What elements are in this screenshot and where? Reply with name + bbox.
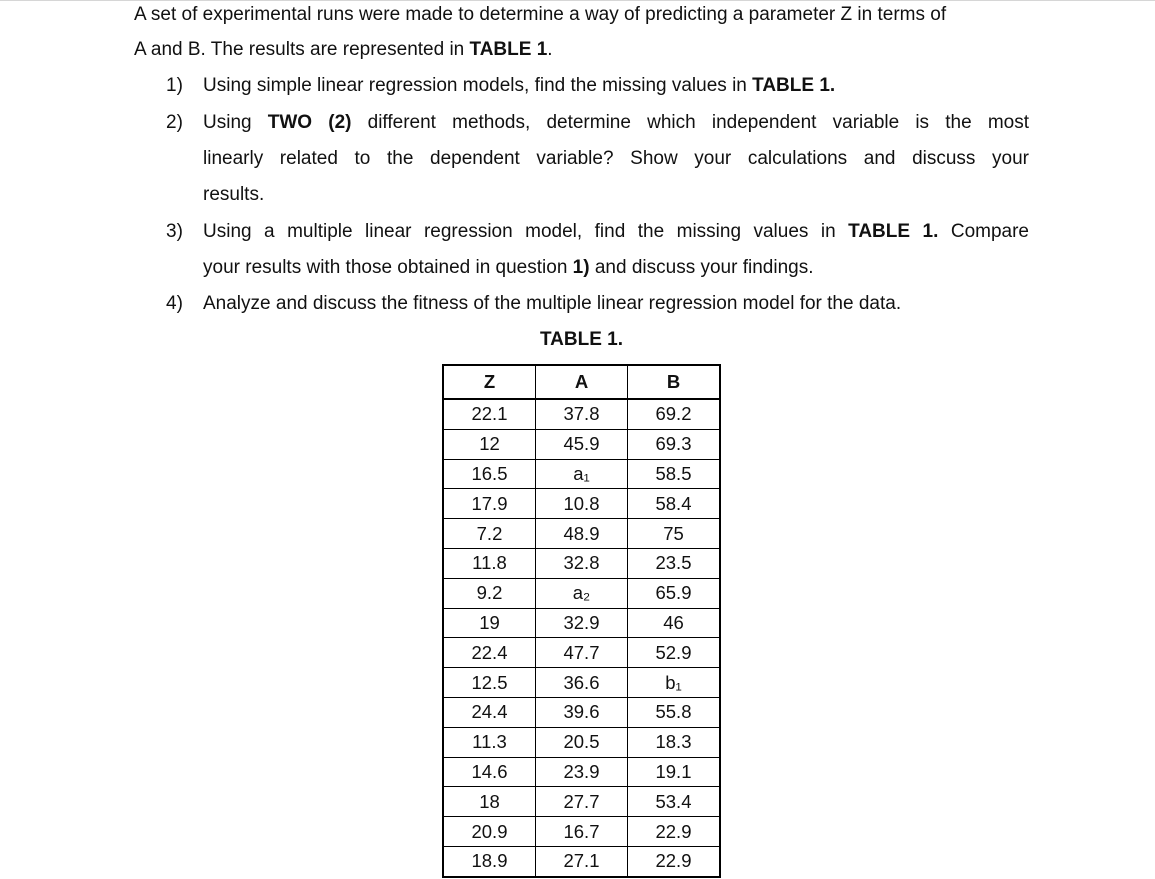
table-cell-a: 32.9 — [536, 608, 628, 638]
question-text: your results with those obtained in question — [203, 257, 573, 278]
table-cell-a: 10.8 — [536, 489, 628, 519]
table-cell-a: 37.8 — [536, 399, 628, 429]
column-header-z: Z — [443, 365, 536, 399]
intro-text-2-suffix: . — [547, 39, 553, 60]
table-row — [443, 399, 720, 429]
question-2-line-2 — [203, 148, 1029, 170]
column-header-a: A — [536, 365, 628, 399]
table-cell-a: 39.6 — [536, 697, 628, 727]
table-cell-a: 20.5 — [536, 727, 628, 757]
table-row — [443, 548, 720, 578]
table-cell-a: 16.7 — [536, 817, 628, 847]
data-table — [442, 364, 721, 878]
table-row — [443, 846, 720, 876]
table-cell-a: 27.1 — [536, 846, 628, 876]
question-2-line-1 — [203, 112, 1029, 134]
question-2-line-3 — [203, 184, 264, 206]
question-text: Using — [203, 112, 268, 133]
table-caption: TABLE 1. — [539, 329, 624, 350]
question-text: Compare — [938, 221, 1029, 242]
table-cell-b: 58.4 — [628, 489, 721, 519]
intro-line-1 — [134, 4, 946, 26]
question-4-line-1 — [203, 293, 901, 315]
table-cell-a: 45.9 — [536, 429, 628, 459]
table-body — [443, 399, 720, 877]
intro-table-ref: TABLE 1 — [469, 39, 548, 60]
table-row — [443, 668, 720, 698]
question-1-number: 1) — [166, 75, 183, 96]
table-cell-a: 36.6 — [536, 668, 628, 698]
table-row — [443, 519, 720, 549]
table-cell-z: 24.4 — [443, 697, 536, 727]
question-3-line-2 — [203, 257, 813, 279]
table-row — [443, 429, 720, 459]
table-cell-z: 14.6 — [443, 757, 536, 787]
table-cell-b: 53.4 — [628, 787, 721, 817]
table-cell-z: 11.8 — [443, 548, 536, 578]
table-cell-b: 75 — [628, 519, 721, 549]
question-text: and discuss your findings. — [589, 257, 814, 278]
table-row — [443, 787, 720, 817]
question-text: results. — [203, 184, 265, 205]
question-bold-text: TABLE 1. — [848, 221, 939, 242]
table-row — [443, 817, 720, 847]
question-text: Analyze and discuss the fitness of the multiple linear regression model for the data. — [203, 293, 902, 314]
table-cell-z: 19 — [443, 608, 536, 638]
question-text: different methods, determine which independent variable is the most — [351, 112, 1029, 133]
table-row — [443, 727, 720, 757]
table-cell-a: 48.9 — [536, 519, 628, 549]
table-cell-z: 7.2 — [443, 519, 536, 549]
table-cell-z: 22.4 — [443, 638, 536, 668]
table-cell-b: 18.3 — [628, 727, 721, 757]
page-top-border — [0, 0, 1155, 1]
question-3-number: 3) — [166, 221, 183, 242]
table-cell-z: 9.2 — [443, 578, 536, 608]
table-cell-b: 23.5 — [628, 548, 721, 578]
table-cell-a: 27.7 — [536, 787, 628, 817]
table-cell-b: 65.9 — [628, 578, 721, 608]
table-cell-b: 46 — [628, 608, 721, 638]
question-text: Using simple linear regression models, find the missing values in — [203, 75, 753, 96]
intro-text-1: A set of experimental runs were made to determine a way of predicting a parameter Z in terms of — [134, 4, 947, 25]
table-cell-z: 12.5 — [443, 668, 536, 698]
question-text: linearly related to the dependent variable? Show your calculations and discuss your — [203, 148, 1029, 169]
table-header-row — [443, 365, 720, 399]
question-text: Using a multiple linear regression model, find the missing values in — [203, 221, 849, 242]
column-header-b: B — [628, 365, 721, 399]
table-cell-z: 20.9 — [443, 817, 536, 847]
table-row — [443, 697, 720, 727]
question-2-number: 2) — [166, 112, 183, 133]
table-cell-z: 16.5 — [443, 459, 536, 489]
table-cell-z: 11.3 — [443, 727, 536, 757]
table-cell-b: 22.9 — [628, 846, 721, 876]
question-bold-text: TWO (2) — [267, 112, 352, 133]
table-cell-z: 12 — [443, 429, 536, 459]
question-1-line-1 — [203, 75, 835, 97]
table-row — [443, 578, 720, 608]
table-cell-z: 22.1 — [443, 399, 536, 429]
question-bold-text: 1) — [572, 257, 590, 278]
table-cell-a: 23.9 — [536, 757, 628, 787]
table-cell-b: 69.3 — [628, 429, 721, 459]
intro-text-2-prefix: A and B. The results are represented in — [134, 39, 470, 60]
table-cell-b: 58.5 — [628, 459, 721, 489]
table-row — [443, 459, 720, 489]
table-cell-b: 22.9 — [628, 817, 721, 847]
table-row — [443, 757, 720, 787]
table-row — [443, 608, 720, 638]
table-cell-a: 32.8 — [536, 548, 628, 578]
intro-line-2 — [134, 39, 553, 61]
table-cell-b: 55.8 — [628, 697, 721, 727]
table-cell-a: a₁ — [536, 459, 628, 489]
table-cell-z: 18 — [443, 787, 536, 817]
table-cell-b: b₁ — [628, 668, 721, 698]
table-cell-b: 19.1 — [628, 757, 721, 787]
table-cell-a: 47.7 — [536, 638, 628, 668]
table-cell-b: 69.2 — [628, 399, 721, 429]
question-bold-text: TABLE 1. — [752, 75, 836, 96]
table-cell-z: 17.9 — [443, 489, 536, 519]
table-cell-z: 18.9 — [443, 846, 536, 876]
table-row — [443, 638, 720, 668]
question-4-number: 4) — [166, 293, 183, 314]
table-cell-b: 52.9 — [628, 638, 721, 668]
table-cell-a: a₂ — [536, 578, 628, 608]
question-3-line-1 — [203, 221, 1029, 243]
table-row — [443, 489, 720, 519]
